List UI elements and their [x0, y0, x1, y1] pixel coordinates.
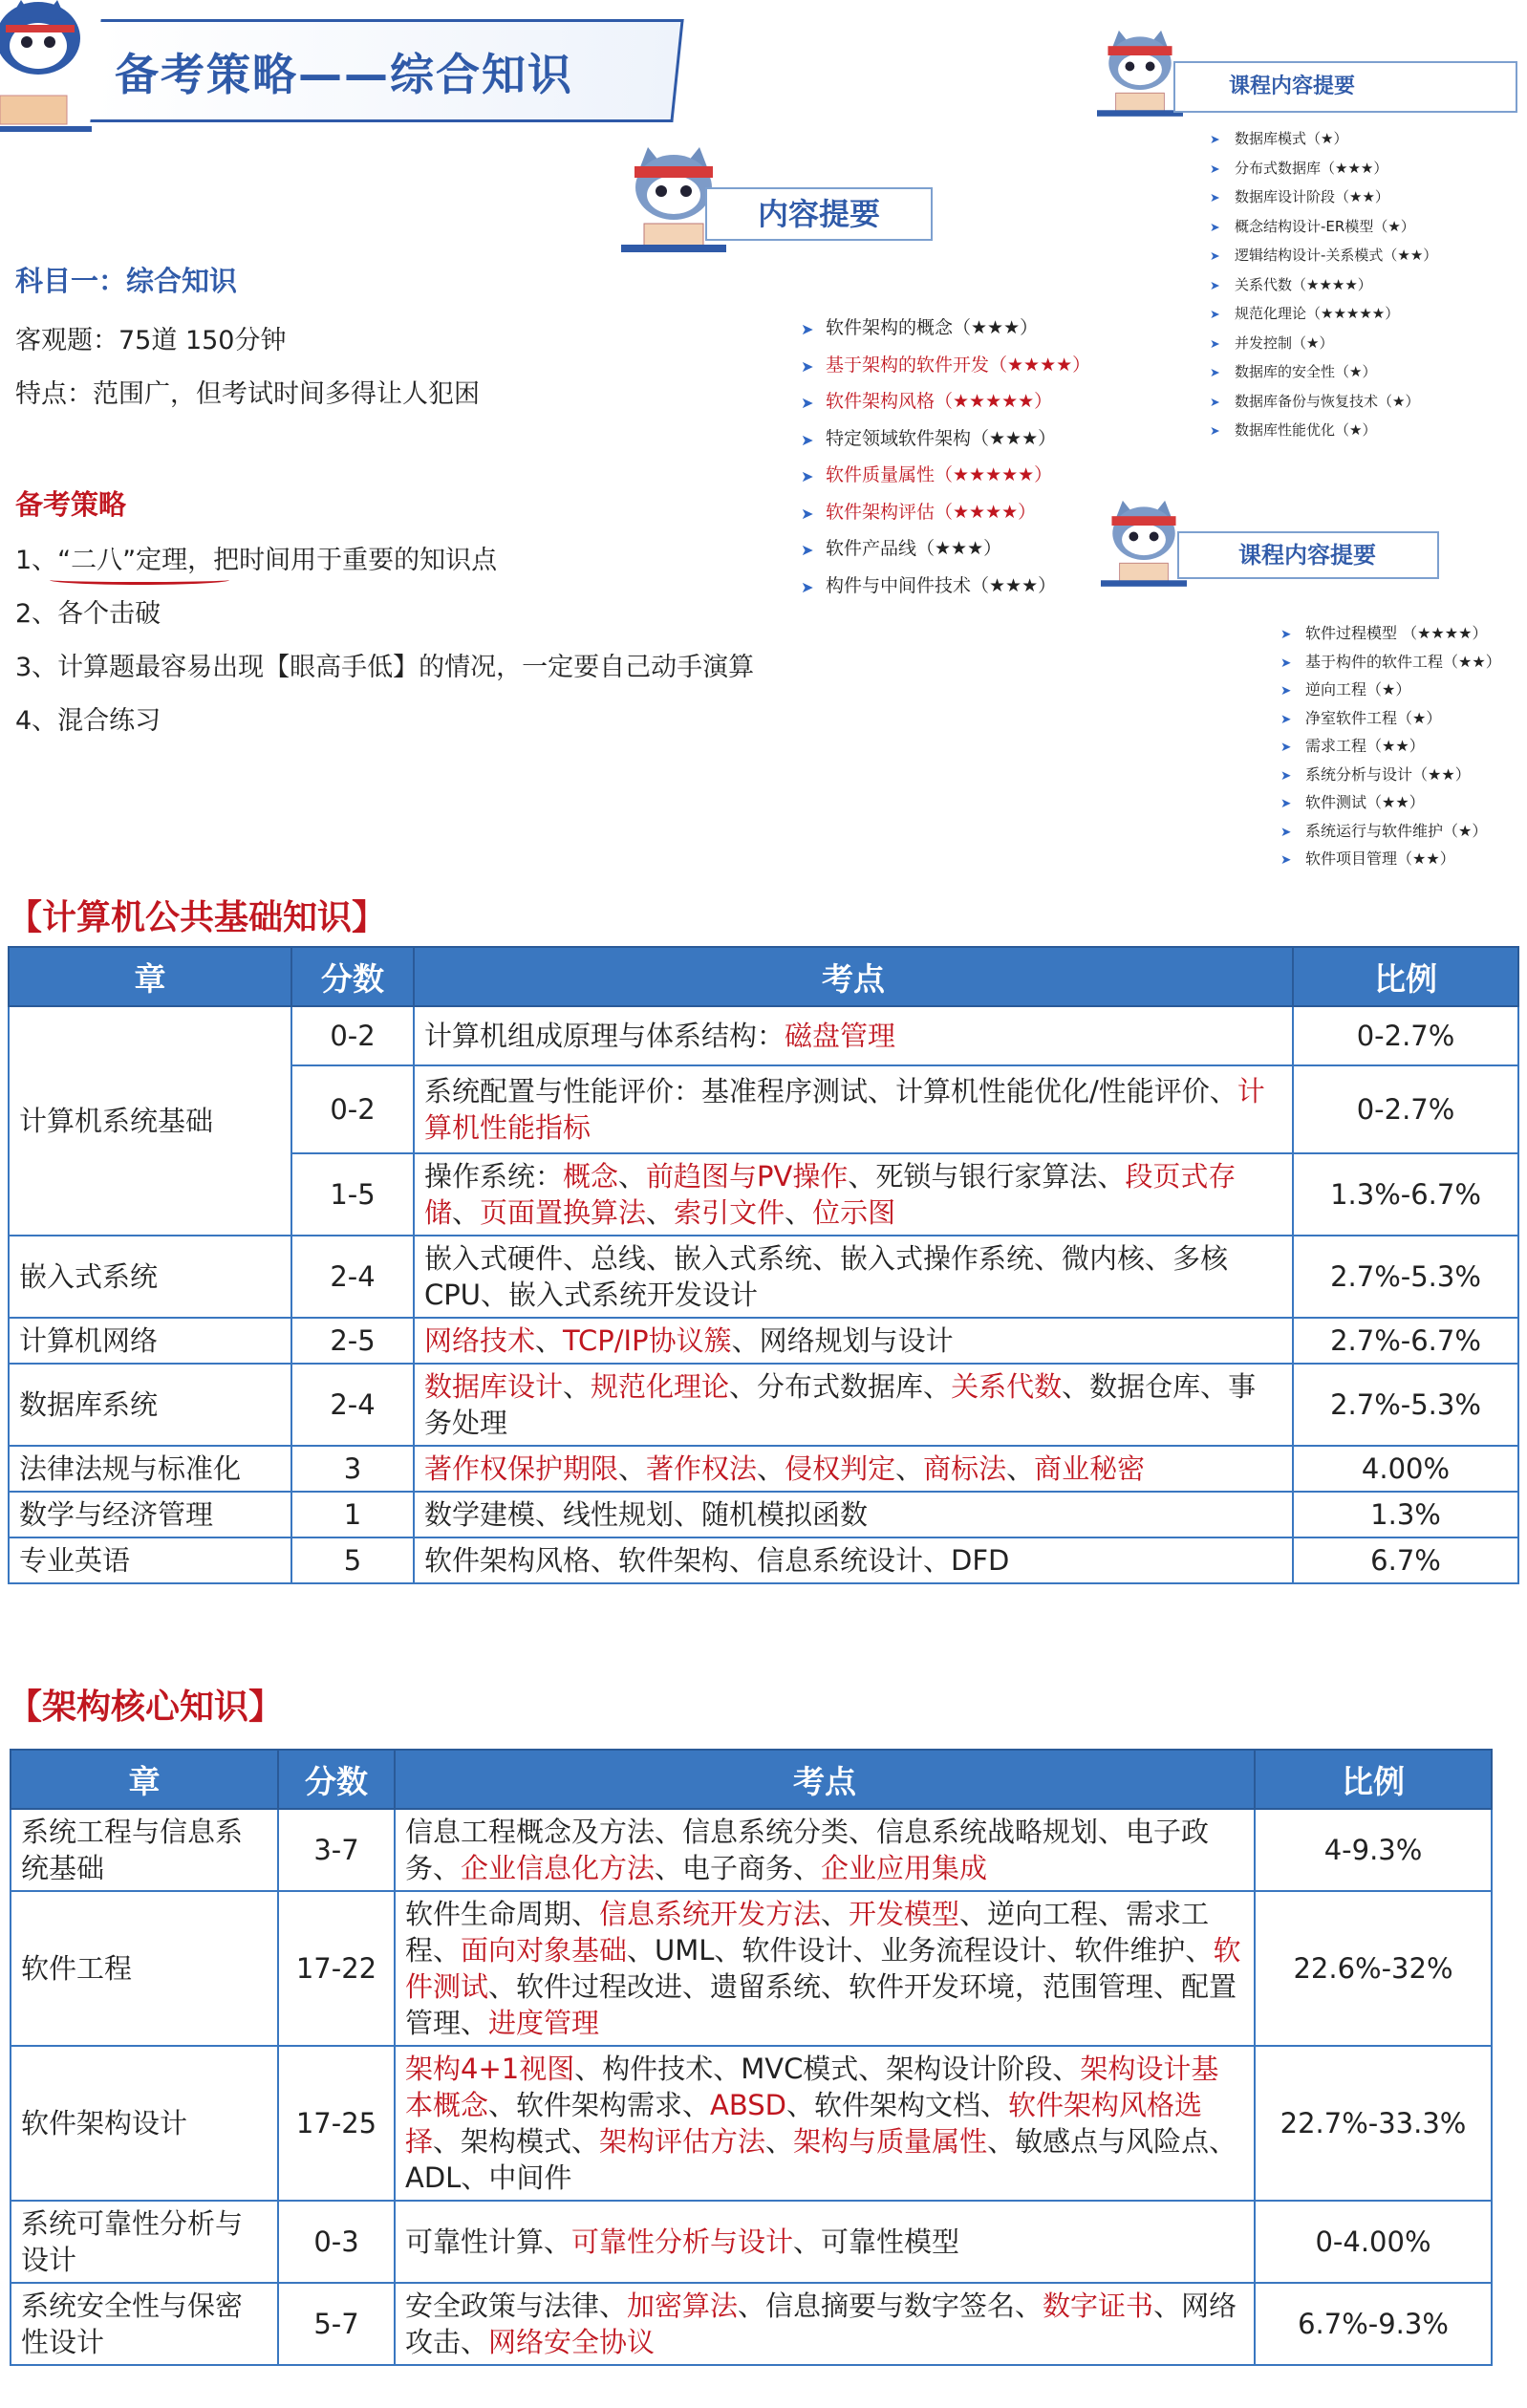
point-text: 、: [895, 1452, 924, 1485]
highlight-point: 位示图: [812, 1196, 896, 1229]
db-topic-item: ➤ 数据库备份与恢复技术（★）: [1210, 387, 1437, 417]
point-text: 、: [646, 1196, 675, 1229]
chapter-cell: 系统可靠性分析与设计: [11, 2201, 278, 2283]
table-row: [9, 1236, 1518, 1318]
table-row: [11, 1891, 1492, 2046]
point-text: 、: [563, 1370, 591, 1403]
se-topic-item: ➤ 软件项目管理（★★）: [1280, 845, 1501, 873]
point-text: 、UML、软件设计、业务流程设计、软件维护、: [627, 1934, 1214, 1967]
software-engineering-topic-list: [1280, 619, 1501, 873]
highlight-point: 可靠性分析与设计: [571, 2225, 794, 2258]
highlight-point: 索引文件: [674, 1196, 785, 1229]
course-mascot-1-illustration: [1097, 27, 1183, 118]
ratio-cell: 2.7%-5.3%: [1293, 1364, 1518, 1446]
course-overview-header-2: [1177, 531, 1439, 579]
highlight-point: 页面置换算法: [480, 1196, 647, 1229]
highlight-point: 著作权法: [646, 1452, 758, 1485]
point-text: 系统配置与性能评价：基准程序测试、计算机性能优化/性能评价、: [424, 1075, 1237, 1107]
score-cell: 5: [291, 1537, 414, 1583]
highlight-point: 磁盘管理: [785, 1020, 896, 1052]
page-title: 备考策略——综合知识: [115, 49, 573, 100]
point-text: 安全政策与法律、: [405, 2290, 628, 2322]
point-text: 操作系统：: [424, 1160, 564, 1193]
ratio-cell: 0-2.7%: [1293, 1065, 1518, 1153]
arch-topic-item: ➤ 构件与中间件技术（★★★）: [801, 568, 1090, 605]
highlight-point: 数据库设计: [424, 1370, 564, 1403]
highlight-point: 软件测试: [405, 1934, 1241, 2003]
db-topic-item: ➤ 数据库性能优化（★）: [1210, 416, 1437, 445]
strategy-item-1: 1、“二八”定理，把时间用于重要的知识点: [15, 546, 498, 575]
score-cell: 2-5: [291, 1318, 414, 1364]
table-row: [9, 1006, 1518, 1065]
highlight-point: 概念: [563, 1160, 619, 1193]
table-row: [9, 1446, 1518, 1492]
highlight-point: 网络技术: [424, 1324, 536, 1357]
score-cell: 0-3: [278, 2201, 395, 2283]
table-row: [11, 1809, 1492, 1891]
se-topic-item: ➤ 逆向工程（★）: [1280, 676, 1501, 704]
arch-topic-item: ➤ 软件架构评估（★★★★）: [801, 494, 1090, 531]
highlight-point: 进度管理: [488, 2007, 600, 2039]
score-cell: 2-4: [291, 1236, 414, 1318]
column-header: 考点: [414, 947, 1293, 1006]
point-text: 信息工程概念及方法、信息系统分类、信息系统战略规划、电子政务、: [405, 1816, 1210, 1884]
db-topic-item: ➤ 逻辑结构设计-关系模式（★★）: [1210, 241, 1437, 270]
highlight-point: 著作权保护期限: [424, 1452, 619, 1485]
point-text: 、软件架构文档、: [786, 2089, 1009, 2121]
highlight-point: 关系代数: [951, 1370, 1063, 1403]
se-topic-item: ➤ 系统分析与设计（★★）: [1280, 761, 1501, 789]
point-text: 、网络规划与设计: [731, 1324, 954, 1357]
db-topic-item: ➤ 规范化理论（★★★★★）: [1210, 299, 1437, 329]
highlight-point: 网络安全协议: [488, 2326, 656, 2358]
table-row: [9, 1364, 1518, 1446]
point-text: 、逆向工程、需求工程、: [405, 1898, 1210, 1967]
column-header: 章: [9, 947, 291, 1006]
points-cell: [414, 1006, 1293, 1065]
ratio-cell: 2.7%-6.7%: [1293, 1318, 1518, 1364]
corner-mascot-illustration: [0, 0, 92, 134]
chapter-cell: 数据库系统: [9, 1364, 291, 1446]
point-text: 、软件架构需求、: [488, 2089, 711, 2121]
content-overview-header-label: 内容提要: [757, 196, 880, 232]
chapter-cell: 系统安全性与保密性设计: [11, 2283, 278, 2365]
db-topic-item: ➤ 数据库模式（★）: [1210, 124, 1437, 154]
strategy-item-4: 4、混合练习: [15, 706, 161, 736]
points-cell: [395, 2201, 1255, 2283]
point-text: 可靠性计算、: [405, 2225, 572, 2258]
chapter-cell: 计算机系统基础: [9, 1006, 291, 1236]
point-text: 、: [821, 1898, 850, 1930]
arch-topic-item: ➤ 基于架构的软件开发（★★★★）: [801, 347, 1090, 384]
chapter-cell: 系统工程与信息系统基础: [11, 1809, 278, 1891]
highlight-point: 开发模型: [849, 1898, 960, 1930]
objective-info: 客观题：75道 150分钟: [15, 326, 287, 355]
highlight-point: 架构与质量属性: [793, 2125, 988, 2158]
highlight-point: 商业秘密: [1034, 1452, 1146, 1485]
points-cell: [414, 1065, 1293, 1153]
score-cell: 3-7: [278, 1809, 395, 1891]
se-topic-item: ➤ 软件测试（★★）: [1280, 788, 1501, 817]
db-topic-item: ➤ 关系代数（★★★★）: [1210, 270, 1437, 300]
ratio-cell: 6.7%: [1293, 1537, 1518, 1583]
point-text: 、电子商务、: [655, 1852, 822, 1884]
points-cell: [414, 1153, 1293, 1236]
course-overview-header-2-label: 课程内容提要: [1238, 542, 1376, 569]
highlight-point: 前趋图与PV操作: [646, 1160, 849, 1193]
point-text: 、构件技术、MVC模式、架构设计阶段、: [574, 2053, 1081, 2085]
score-cell: 0-2: [291, 1065, 414, 1153]
score-cell: 17-22: [278, 1891, 395, 2046]
subject-heading: 科目一：综合知识: [15, 265, 238, 297]
db-topic-item: ➤ 并发控制（★）: [1210, 329, 1437, 358]
highlight-point: 段页式存储: [424, 1160, 1237, 1229]
point-text: 、软件过程改进、遗留系统、软件开发环境，范围管理、配置管理、: [405, 1970, 1237, 2039]
point-text: 、可靠性模型: [793, 2225, 960, 2258]
content-overview-header: [705, 187, 933, 241]
highlight-point: 加密算法: [627, 2290, 739, 2322]
feature-info: 特点：范围广，但考试时间多得让人犯困: [15, 379, 480, 409]
highlight-point: 软件架构风格选择: [405, 2089, 1203, 2158]
course-mascot-2-illustration: [1101, 497, 1187, 589]
highlight-point: 数字证书: [1043, 2290, 1154, 2322]
ratio-cell: 4.00%: [1293, 1446, 1518, 1492]
point-text: 、: [765, 2125, 794, 2158]
architecture-topic-list: [801, 310, 1090, 604]
column-header: 分数: [291, 947, 414, 1006]
se-topic-item: ➤ 系统运行与软件维护（★）: [1280, 817, 1501, 846]
point-text: 数学建模、线性规划、随机模拟函数: [424, 1498, 869, 1531]
column-header: 考点: [395, 1750, 1255, 1809]
strategy-item-3: 3、计算题最容易出现【眼高手低】的情况，一定要自己动手演算: [15, 653, 755, 682]
point-text: 、: [757, 1452, 785, 1485]
point-text: 、: [535, 1324, 564, 1357]
point-text: 、: [618, 1160, 647, 1193]
chapter-cell: 嵌入式系统: [9, 1236, 291, 1318]
arch-topic-item: ➤ 软件架构的概念（★★★）: [801, 310, 1090, 347]
point-text: 、敏感点与风险点、ADL、中间件: [405, 2125, 1237, 2194]
se-topic-item: ➤ 需求工程（★★）: [1280, 732, 1501, 761]
points-cell: [414, 1236, 1293, 1318]
score-cell: 3: [291, 1446, 414, 1492]
arch-topic-item: ➤ 软件架构风格（★★★★★）: [801, 383, 1090, 420]
point-text: 软件架构风格、软件架构、信息系统设计、DFD: [424, 1544, 1010, 1577]
arch-topic-item: ➤ 软件产品线（★★★）: [801, 530, 1090, 568]
points-cell: [395, 2283, 1255, 2365]
point-text: 、: [785, 1196, 813, 1229]
score-cell: 17-25: [278, 2046, 395, 2201]
points-cell: [414, 1364, 1293, 1446]
red-underline-mark: [50, 575, 229, 585]
se-topic-item: ➤ 净室软件工程（★）: [1280, 704, 1501, 733]
point-text: 、数据仓库、事务处理: [424, 1370, 1257, 1439]
point-text: 嵌入式硬件、总线、嵌入式系统、嵌入式操作系统、微内核、多核CPU、嵌入式系统开发设计: [424, 1242, 1229, 1311]
column-header: 章: [11, 1750, 278, 1809]
ratio-cell: 22.6%-32%: [1255, 1891, 1492, 2046]
ratio-cell: 1.3%: [1293, 1492, 1518, 1537]
point-text: 、架构模式、: [433, 2125, 600, 2158]
strategy-heading: 备考策略: [15, 488, 127, 521]
strategy-item-2: 2、各个击破: [15, 599, 161, 629]
highlight-point: 面向对象基础: [461, 1934, 628, 1967]
table1-heading: 【计算机公共基础知识】: [8, 898, 387, 937]
highlight-point: 企业信息化方法: [461, 1852, 656, 1884]
chapter-cell: 法律法规与标准化: [9, 1446, 291, 1492]
column-header: 分数: [278, 1750, 395, 1809]
course-overview-header-1-label: 课程内容提要: [1229, 75, 1356, 98]
chapter-cell: 计算机网络: [9, 1318, 291, 1364]
db-topic-item: ➤ 数据库的安全性（★）: [1210, 357, 1437, 387]
point-text: 软件生命周期、: [405, 1898, 600, 1930]
se-topic-item: ➤ 软件过程模型 （★★★★）: [1280, 619, 1501, 648]
db-topic-item: ➤ 数据库设计阶段（★★）: [1210, 183, 1437, 212]
score-cell: 1-5: [291, 1153, 414, 1236]
ratio-cell: 2.7%-5.3%: [1293, 1236, 1518, 1318]
highlight-point: 架构评估方法: [599, 2125, 766, 2158]
points-cell: [414, 1446, 1293, 1492]
ratio-cell: 22.7%-33.3%: [1255, 2046, 1492, 2201]
chapter-cell: 数学与经济管理: [9, 1492, 291, 1537]
ratio-cell: 6.7%-9.3%: [1255, 2283, 1492, 2365]
points-cell: [395, 1809, 1255, 1891]
points-cell: [414, 1492, 1293, 1537]
highlight-point: 架构设计基本概念: [405, 2053, 1219, 2121]
point-text: 、信息摘要与数字签名、: [738, 2290, 1043, 2322]
chapter-cell: 软件工程: [11, 1891, 278, 2046]
points-cell: [414, 1537, 1293, 1583]
column-header: 比例: [1293, 947, 1518, 1006]
table-row: [11, 2046, 1492, 2201]
table-row: [11, 2283, 1492, 2365]
points-cell: [414, 1318, 1293, 1364]
table2-heading: 【架构核心知识】: [8, 1688, 284, 1727]
point-text: 、死锁与银行家算法、: [848, 1160, 1126, 1193]
table-row: [9, 1537, 1518, 1583]
course-overview-header-1: [1173, 61, 1517, 113]
core-knowledge-table: [10, 1749, 1493, 2366]
chapter-cell: 软件架构设计: [11, 2046, 278, 2201]
chapter-cell: 专业英语: [9, 1537, 291, 1583]
table-row: [9, 1318, 1518, 1364]
db-topic-item: ➤ 分布式数据库（★★★）: [1210, 154, 1437, 183]
column-header: 比例: [1255, 1750, 1492, 1809]
highlight-point: 计算机性能指标: [424, 1075, 1265, 1144]
point-text: 计算机组成原理与体系结构：: [424, 1020, 785, 1052]
highlight-point: ABSD: [710, 2089, 786, 2121]
table-row: [9, 1492, 1518, 1537]
points-cell: [395, 1891, 1255, 2046]
highlight-point: 企业应用集成: [821, 1852, 988, 1884]
ratio-cell: 0-4.00%: [1255, 2201, 1492, 2283]
ratio-cell: 1.3%-6.7%: [1293, 1153, 1518, 1236]
db-topic-item: ➤ 概念结构设计-ER模型（★）: [1210, 212, 1437, 242]
highlight-point: 侵权判定: [785, 1452, 896, 1485]
highlight-point: 商标法: [923, 1452, 1007, 1485]
point-text: 、网络攻击、: [405, 2290, 1237, 2358]
point-text: 、: [452, 1196, 481, 1229]
arch-topic-item: ➤ 特定领域软件架构（★★★）: [801, 420, 1090, 458]
score-cell: 5-7: [278, 2283, 395, 2365]
table-row: [11, 2201, 1492, 2283]
points-cell: [395, 2046, 1255, 2201]
score-cell: 2-4: [291, 1364, 414, 1446]
score-cell: 0-2: [291, 1006, 414, 1065]
highlight-point: 信息系统开发方法: [599, 1898, 822, 1930]
public-knowledge-table: [8, 946, 1519, 1584]
se-topic-item: ➤ 基于构件的软件工程（★★）: [1280, 648, 1501, 677]
point-text: 、: [1006, 1452, 1035, 1485]
highlight-point: TCP/IP协议簇: [563, 1324, 732, 1357]
database-topic-list: [1210, 124, 1437, 445]
highlight-point: 规范化理论: [591, 1370, 730, 1403]
point-text: 、分布式数据库、: [729, 1370, 952, 1403]
point-text: 、: [618, 1452, 647, 1485]
ratio-cell: 4-9.3%: [1255, 1809, 1492, 1891]
ratio-cell: 0-2.7%: [1293, 1006, 1518, 1065]
highlight-point: 架构4+1视图: [405, 2053, 575, 2085]
arch-topic-item: ➤ 软件质量属性（★★★★★）: [801, 457, 1090, 494]
score-cell: 1: [291, 1492, 414, 1537]
